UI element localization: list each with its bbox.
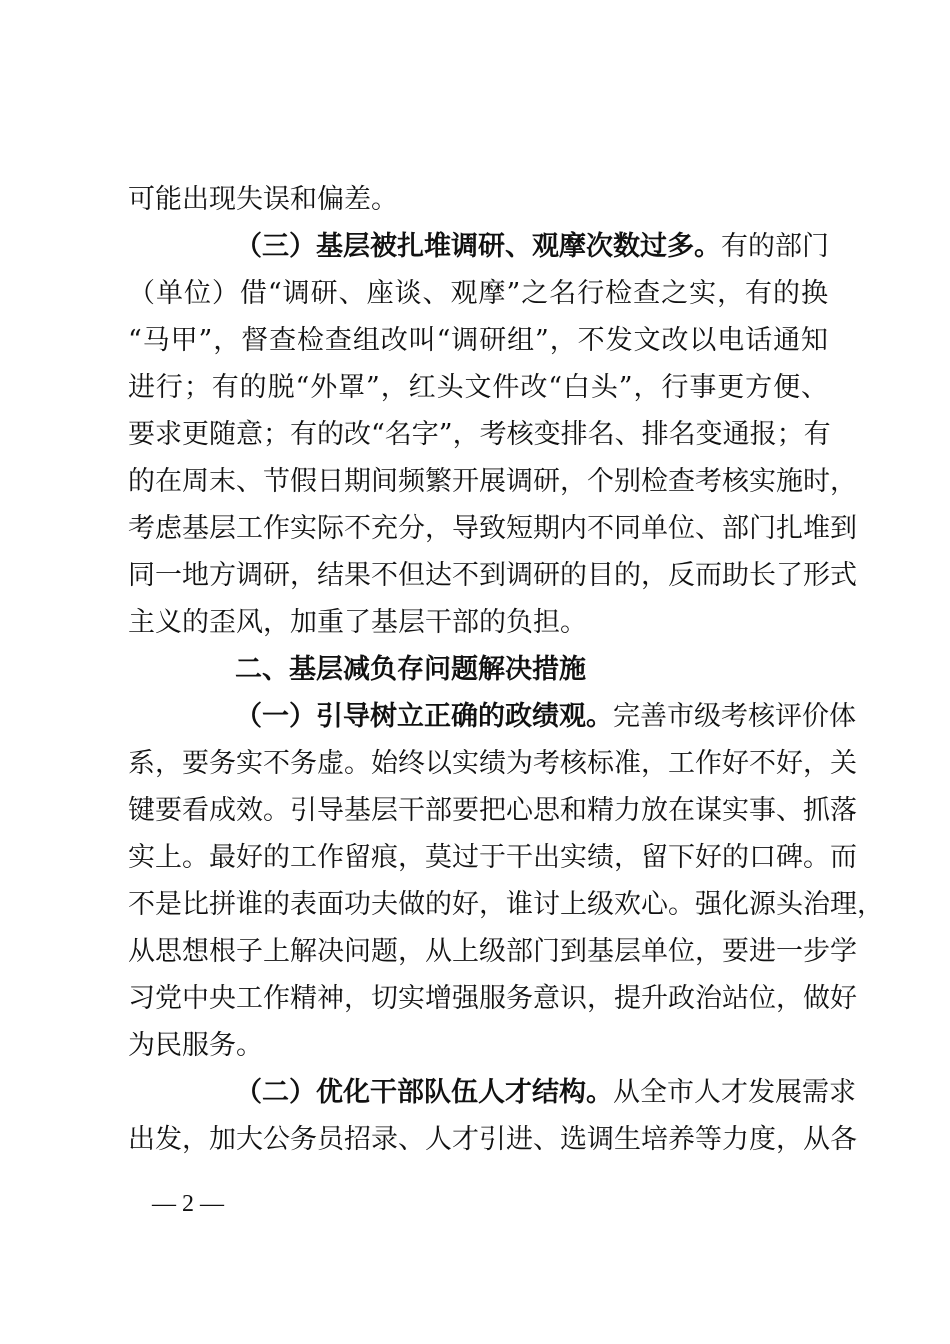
paragraph-line: 出发，加大公务员招录、人才引进、选调生培养等力度，从各 [128, 1124, 857, 1155]
paragraph-line: 实上。最好的工作留痕，莫过于干出实绩，留下好的口碑。而 [128, 842, 857, 873]
measure-1-title: （一）引导树立正确的政绩观。 [235, 701, 613, 732]
paragraph-line: 键要看成效。引导基层干部要把心思和精力放在谋实事、抓落 [128, 795, 857, 826]
paragraph-line: 系，要务实不务虚。始终以实绩为考核标准，工作好不好，关 [128, 748, 857, 779]
paragraph-line: 从思想根子上解决问题，从上级部门到基层单位，要进一步学 [128, 936, 857, 967]
page-number: — 2 — [152, 1191, 224, 1217]
measure-2-title: （二）优化干部队伍人才结构。 [235, 1077, 613, 1108]
measure-2-text: 从全市人才发展需求 [613, 1077, 856, 1108]
paragraph-line: （单位）借“调研、座谈、观摩”之名行检查之实，有的换 [128, 278, 828, 309]
paragraph-line: “马甲”，督查检查组改叫“调研组”，不发文改以电话通知 [128, 325, 828, 356]
paragraph-line: 同一地方调研，结果不但达不到调研的目的，反而助长了形式 [128, 560, 857, 591]
measure-1-first-line [235, 697, 856, 737]
paragraph-line: 要求更随意；有的改“名字”，考核变排名、排名变通报；有 [128, 419, 831, 450]
paragraph-line: 不是比拼谁的表面功夫做的好，谁讨上级欢心。强化源头治理， [128, 889, 884, 920]
measure-2-first-line [235, 1073, 856, 1113]
paragraph-line: 为民服务。 [128, 1030, 263, 1061]
section-heading: 二、基层减负存问题解决措施 [235, 654, 586, 685]
paragraph-line: 考虑基层工作实际不充分，导致短期内不同单位、部门扎堆到 [128, 513, 857, 544]
section-3-title: （三）基层被扎堆调研、观摩次数过多。 [235, 231, 721, 262]
section-3-text: 有的部门 [721, 231, 829, 262]
paragraph-line: 习党中央工作精神，切实增强服务意识，提升政治站位，做好 [128, 983, 857, 1014]
section-3-first-line [235, 227, 828, 267]
paragraph-line: 的在周末、节假日期间频繁开展调研，个别检查考核实施时， [128, 466, 857, 497]
measure-1-text: 完善市级考核评价体 [613, 701, 856, 732]
paragraph-line: 主义的歪风，加重了基层干部的负担。 [128, 607, 587, 638]
paragraph-line: 进行；有的脱“外罩”，红头文件改“白头”，行事更方便、 [128, 372, 828, 403]
paragraph-line: 可能出现失误和偏差。 [128, 184, 398, 215]
